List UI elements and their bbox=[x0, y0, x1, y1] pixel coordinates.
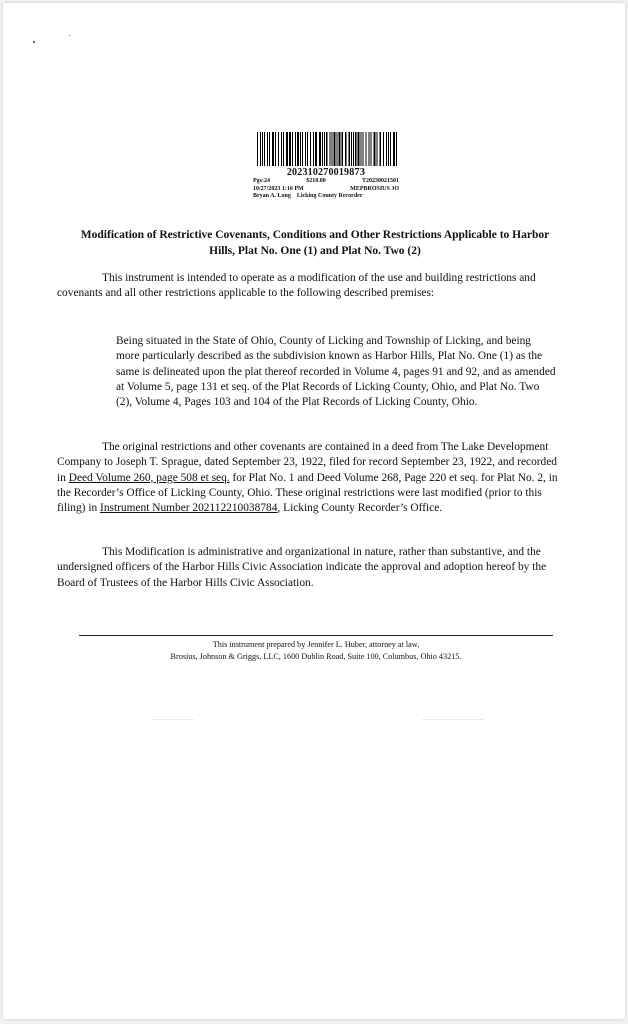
footer-divider bbox=[79, 635, 553, 636]
preparer-line-1: This instrument prepared by Jennifer L. Huber, attorney at law, bbox=[212, 640, 420, 649]
barcode bbox=[257, 132, 399, 166]
deed-volume-reference: Deed Volume 260, page 508 et seq. bbox=[68, 471, 230, 484]
recording-line-1 bbox=[253, 178, 399, 186]
scan-specks bbox=[33, 33, 93, 47]
recorder-name: Bryan A. Long bbox=[253, 193, 291, 199]
page-count: Pgs:24 bbox=[253, 178, 270, 184]
recording-fee: $218.00 bbox=[306, 178, 326, 184]
recording-line-3 bbox=[253, 193, 399, 201]
barcode-number: 20231027001987З bbox=[286, 167, 366, 178]
original-restrictions-paragraph bbox=[57, 440, 559, 516]
restrictions-text-2: for Plat No. 1 and Deed Volume 268, Page 220 et seq. for Plat No. 2, in the Recorder’s Office of Licking County, Ohio. These original restrictions were last modified (prior to this filing) in bbox=[57, 471, 558, 515]
document-page bbox=[3, 3, 625, 1019]
recording-stamp bbox=[255, 132, 405, 201]
faint-bleed-through bbox=[153, 719, 193, 722]
recorder-office: Licking County Recorder bbox=[296, 193, 363, 199]
property-description: Being situated in the State of Ohio, County of Licking and Township of Licking, and being more particularly described as the subdivision known as Harbor Hills, Plat No. One (1) as the same is delineated upon the plat thereof recorded in Volume 4, pages 91 and 92, and as amended at Volume 5, page 131 et seq. of the Plat Records of Licking County, Ohio, and Plat No. Two (2), Volume 4, Pages 103 and 104 of the Plat Records of Licking County, Ohio. bbox=[116, 335, 556, 409]
preparer-line-2: Brosius, Johnson & Griggs, LLC, 1600 Dublin Road, Suite 100, Columbus, Ohio 43215. bbox=[170, 652, 462, 661]
document-title: Modification of Restrictive Covenants, Conditions and Other Restrictions Applicable to Harbor Hills, Plat No. One (1) and Plat No. Two (2) bbox=[80, 229, 550, 257]
preparer-footer bbox=[79, 639, 553, 663]
recording-datetime: 10/27/2023 1:16 PM bbox=[253, 185, 304, 192]
recording-line-2 bbox=[253, 186, 399, 194]
modification-paragraph: This Modification is administrative and organizational in nature, rather than substantive, and the undersigned officers of the Harbor Hills Civic Association indicate the approval and adoption hereof by the Board of Trustees of the Harbor Hills Civic Association. bbox=[57, 546, 547, 589]
instrument-number-reference: Instrument Number 202112210038784 bbox=[100, 502, 278, 515]
restrictions-text-1: The original restrictions and other covenants are contained in a deed from The Lake Development Company to Joseph T. Sprague, dated September 23, 1922, filed for record September 23, 1922, and recorded in bbox=[57, 441, 558, 484]
recording-user: MEPBROSIUS JO bbox=[350, 185, 399, 192]
intro-paragraph: This instrument is intended to operate as a modification of the use and building restrictions and covenants and all other restrictions applicable to the following described premises: bbox=[57, 272, 536, 300]
restrictions-text-3: , Licking County Recorder’s Office. bbox=[277, 502, 443, 515]
transaction-number: T20230021501 bbox=[361, 178, 399, 184]
faint-bleed-through bbox=[423, 719, 483, 722]
